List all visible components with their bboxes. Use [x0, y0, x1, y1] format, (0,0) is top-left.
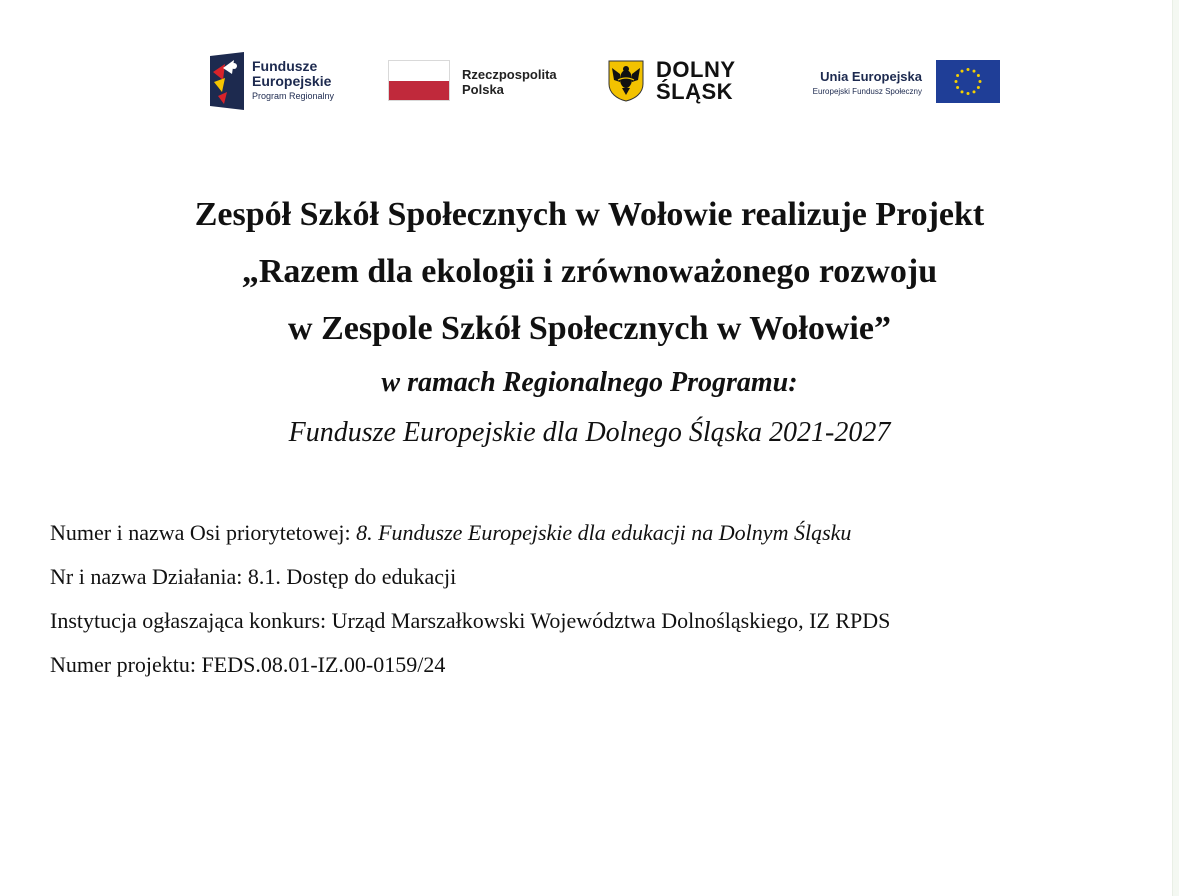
rzeczpospolita-logo-line2: Polska — [462, 82, 504, 97]
project-number-row — [50, 643, 1150, 687]
silesian-eagle-crest-icon — [608, 60, 644, 102]
institution-row — [50, 599, 1150, 643]
institution-value: Urząd Marszałkowski Województwa Dolnośląskiego, IZ RPDS — [331, 608, 891, 633]
project-title-line1: Zespół Szkół Społecznych w Wołowie realizuje Projekt — [194, 196, 985, 233]
priority-axis-label: Numer i nazwa Osi priorytetowej: — [50, 520, 357, 545]
polish-flag-icon — [388, 60, 450, 101]
project-details — [50, 511, 1150, 687]
project-title-block — [0, 186, 1179, 453]
unia-logo-line1: Unia Europejska — [820, 69, 922, 84]
unia-europejska-logo — [784, 50, 1000, 112]
project-number-value: FEDS.08.01-IZ.00-0159/24 — [201, 652, 446, 677]
fundusze-logo-line1: Fundusze — [252, 58, 318, 74]
action-row — [50, 555, 1150, 599]
eu-flag-icon — [936, 60, 1000, 103]
unia-logo-line2: Europejski Fundusz Społeczny — [812, 87, 922, 96]
priority-axis-value: 8. Fundusze Europejskie dla edukacji na Dolnym Śląsku — [356, 520, 852, 545]
action-label: Nr i nazwa Działania: — [50, 564, 248, 589]
priority-axis-row — [50, 511, 1150, 555]
logo-bar — [210, 50, 1000, 112]
action-value: 8.1. Dostęp do edukacji — [247, 564, 457, 589]
program-name: Fundusze Europejskie dla Dolnego Śląska 2021-2027 — [288, 417, 891, 448]
institution-label: Instytucja ogłaszająca konkurs: — [50, 608, 332, 633]
dolny-slask-logo — [608, 50, 748, 112]
fundusze-europejskie-logo — [210, 50, 360, 112]
rzeczpospolita-logo-line1: Rzeczpospolita — [462, 67, 557, 82]
project-number-label: Numer projektu: — [50, 652, 202, 677]
fundusze-logo-line3: Program Regionalny — [252, 91, 335, 101]
project-title-line3: w Zespole Szkół Społecznych w Wołowie” — [288, 310, 891, 347]
fundusze-logo-line2: Europejskie — [252, 73, 332, 89]
program-intro: w ramach Regionalnego Programu: — [381, 367, 798, 398]
dolny-slask-logo-line1: DOLNY — [656, 57, 736, 82]
rzeczpospolita-polska-logo — [388, 50, 578, 112]
project-title-line2: „Razem dla ekologii i zrównoważonego rozwoju — [241, 253, 938, 290]
fundusze-europejskie-icon — [210, 52, 244, 110]
dolny-slask-logo-line2: ŚLĄSK — [656, 79, 734, 104]
